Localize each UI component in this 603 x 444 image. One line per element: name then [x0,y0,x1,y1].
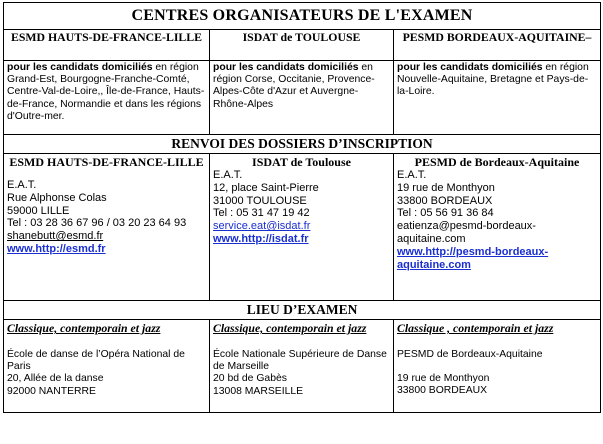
venue-address: 19 rue de Monthyon [397,373,490,385]
renvoi-section-title: RENVOI DES DOSSIERS D’INSCRIPTION [4,135,601,154]
regions-text: en région Corse, Occitanie, Provence-Alpes-Côte d'Azur et Auvergne-Rhône-Alpes [213,62,375,110]
regions-text: en région Grand-Est, Bourgogne-Franche-Comté, Centre-Val-de-Loire,, Île-de-France, Hauts-de-France, Normandie et dans les régions d'Outre-mer. [7,62,205,122]
center-header-lille: ESMD HAUTS-DE-FRANCE-LILLE [4,30,210,61]
lieu-marseille [210,320,394,413]
candidates-label: pour les candidats domiciliés [397,62,543,73]
venue-city: 92000 NANTERRE [7,385,96,397]
renvoi-lille [4,154,210,301]
venue-name: École de danse de l’Opéra National de Paris [7,349,185,373]
center-regions-toulouse [210,61,394,135]
renvoi-center-name: ESMD HAUTS-DE-FRANCE-LILLE [9,155,204,169]
address-line: Rue Alphonse Colas [7,191,107,204]
candidates-label: pour les candidats domiciliés [213,62,359,73]
email-text: eatienza@pesmd-bordeaux-aquitaine.com [397,220,536,245]
venue-city: 13008 MARSEILLE [213,385,304,397]
email-link[interactable]: shanebutt@esmd.fr [7,230,104,243]
exam-centers-table [3,2,601,413]
venue-name: École Nationale Supérieure de Danse de Marseille [213,349,387,373]
lieu-nanterre [4,320,210,413]
venue-address: 20 bd de Gabès [213,373,287,385]
regions-text: en région Nouvelle-Aquitaine, Bretagne et Pays-de-la-Loire. [397,62,589,98]
renvoi-bordeaux [394,154,601,301]
renvoi-toulouse [210,154,394,301]
website-link[interactable]: www.http://esmd.fr [7,242,106,255]
lieu-section-title: LIEU D’EXAMEN [4,301,601,320]
phone: Tel : 05 56 91 36 84 [397,207,494,220]
address-line: 12, place Saint-Pierre [213,181,319,194]
lieu-bordeaux [394,320,601,413]
address-line: 19 rue de Monthyon [397,181,495,194]
center-header-bordeaux: PESMD BORDEAUX-AQUITAINE– [394,30,601,61]
candidates-label: pour les candidats domiciliés [7,62,153,73]
phone: Tel : 05 31 47 19 42 [213,207,310,220]
center-regions-bordeaux [394,61,601,135]
venue-name: PESMD de Bordeaux-Aquitaine [397,349,543,360]
website-link[interactable]: www.http://isdat.fr [213,232,309,245]
email-link[interactable]: service.eat@isdat.fr [213,220,311,233]
postal-city: 59000 LILLE [7,204,70,217]
org-name: E.A.T. [397,169,427,181]
center-regions-lille [4,61,210,135]
postal-city: 33800 BORDEAUX [397,194,493,207]
website-link[interactable]: www.http://pesmd-bordeaux-aquitaine.com [397,245,549,271]
org-name: E.A.T. [213,169,243,181]
center-header-toulouse: ISDAT de TOULOUSE [210,30,394,61]
page-title: CENTRES ORGANISATEURS DE L'EXAMEN [4,3,601,30]
dance-category: Classique , contemporain et jazz [397,321,554,335]
dance-category: Classique, contemporain et jazz [213,321,367,335]
postal-city: 31000 TOULOUSE [213,194,307,207]
phone: Tel : 03 28 36 67 96 / 03 20 23 64 93 [7,217,187,230]
venue-city: 33800 BORDEAUX [397,385,488,397]
renvoi-center-name: PESMD de Bordeaux-Aquitaine [414,155,580,169]
renvoi-center-name: ISDAT de Toulouse [252,155,351,169]
dance-category: Classique, contemporain et jazz [7,321,161,335]
org-name: E.A.T. [7,179,37,191]
venue-address: 20, Allée de la danse [7,373,104,385]
